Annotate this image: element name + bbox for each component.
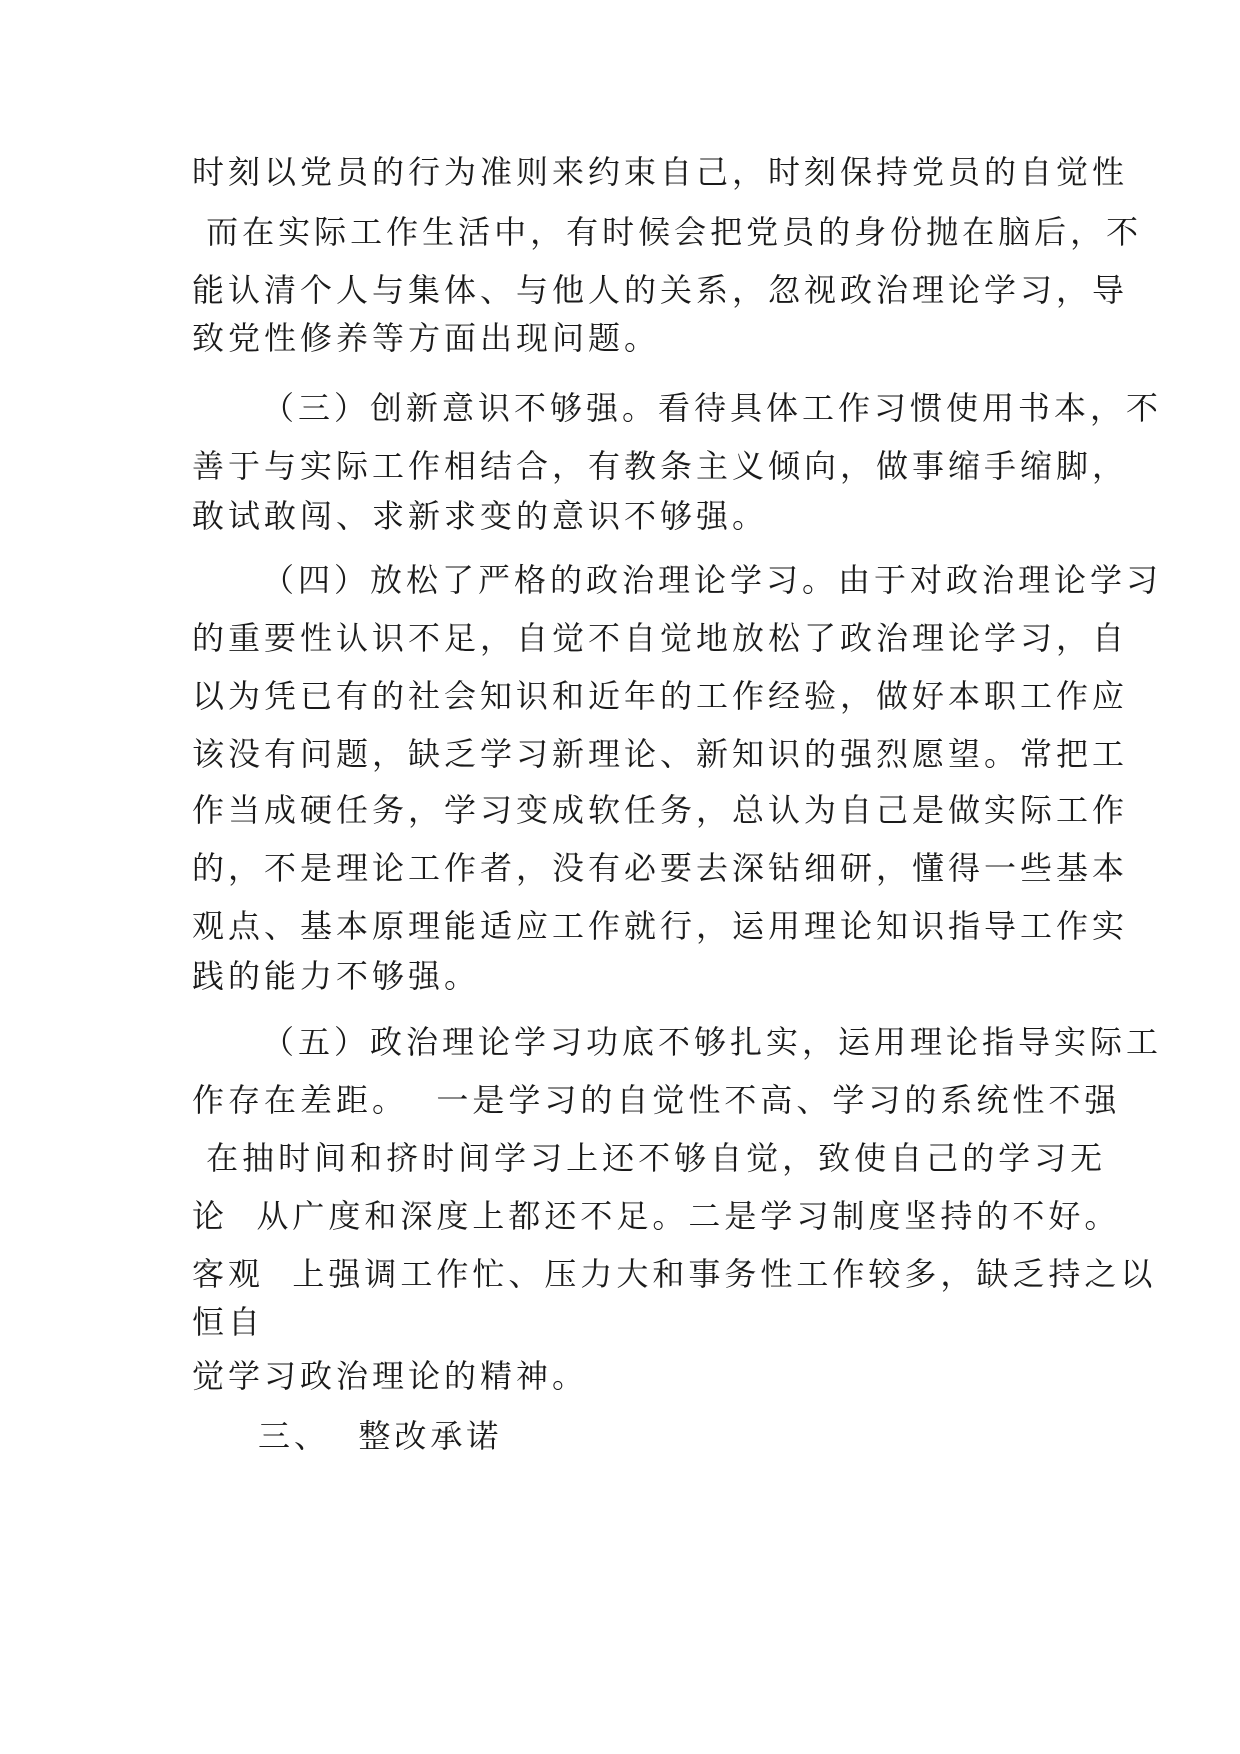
- text-line: 作当成硬任务，学习变成软任务，总认为自己是做实际工作: [192, 791, 1129, 829]
- text-line: （五）政治理论学习功底不够扎实，运用理论指导实际工: [262, 1023, 1163, 1061]
- text-line: 该没有问题，缺乏学习新理论、新知识的强烈愿望。常把工: [192, 735, 1129, 773]
- text-line: 善于与实际工作相结合，有教条主义倾向，做事缩手缩脚，: [192, 447, 1129, 485]
- text-line: 致党性修养等方面出现问题。: [192, 319, 661, 357]
- text-line: 论 从广度和深度上都还不足。二是学习制度坚持的不好。: [192, 1197, 1121, 1235]
- text-line: （四）放松了严格的政治理论学习。由于对政治理论学习: [262, 561, 1163, 599]
- text-line: 作存在差距。 一是学习的自觉性不高、学习的系统性不强: [192, 1081, 1121, 1119]
- text-line: 觉学习政治理论的精神。: [192, 1357, 589, 1395]
- text-line: 在抽时间和挤时间学习上还不够自觉，致使自己的学习无: [192, 1139, 1107, 1177]
- text-line: 敢试敢闯、求新求变的意识不够强。: [192, 497, 769, 535]
- text-line: 践的能力不够强。: [192, 957, 481, 995]
- text-line: （三）创新意识不够强。看待具体工作习惯使用书本，不: [262, 389, 1163, 427]
- text-line: 观点、基本原理能适应工作就行，运用理论知识指导工作实: [192, 907, 1129, 945]
- text-line: 而在实际工作生活中，有时候会把党员的身份抛在脑后，不: [192, 213, 1143, 251]
- text-line: 能认清个人与集体、与他人的关系，忽视政治理论学习，导: [192, 271, 1129, 309]
- text-line: 的重要性认识不足，自觉不自觉地放松了政治理论学习，自: [192, 619, 1129, 657]
- section-heading: 三、 整改承诺: [258, 1417, 503, 1455]
- text-line: 的，不是理论工作者，没有必要去深钻细研，懂得一些基本: [192, 849, 1129, 887]
- text-line: 以为凭已有的社会知识和近年的工作经验，做好本职工作应: [192, 677, 1129, 715]
- text-line: 恒自: [192, 1303, 265, 1341]
- text-line: 时刻以党员的行为准则来约束自己，时刻保持党员的自觉性: [192, 153, 1129, 191]
- text-line: 客观 上强调工作忙、压力大和事务性工作较多，缺乏持之以: [192, 1255, 1157, 1293]
